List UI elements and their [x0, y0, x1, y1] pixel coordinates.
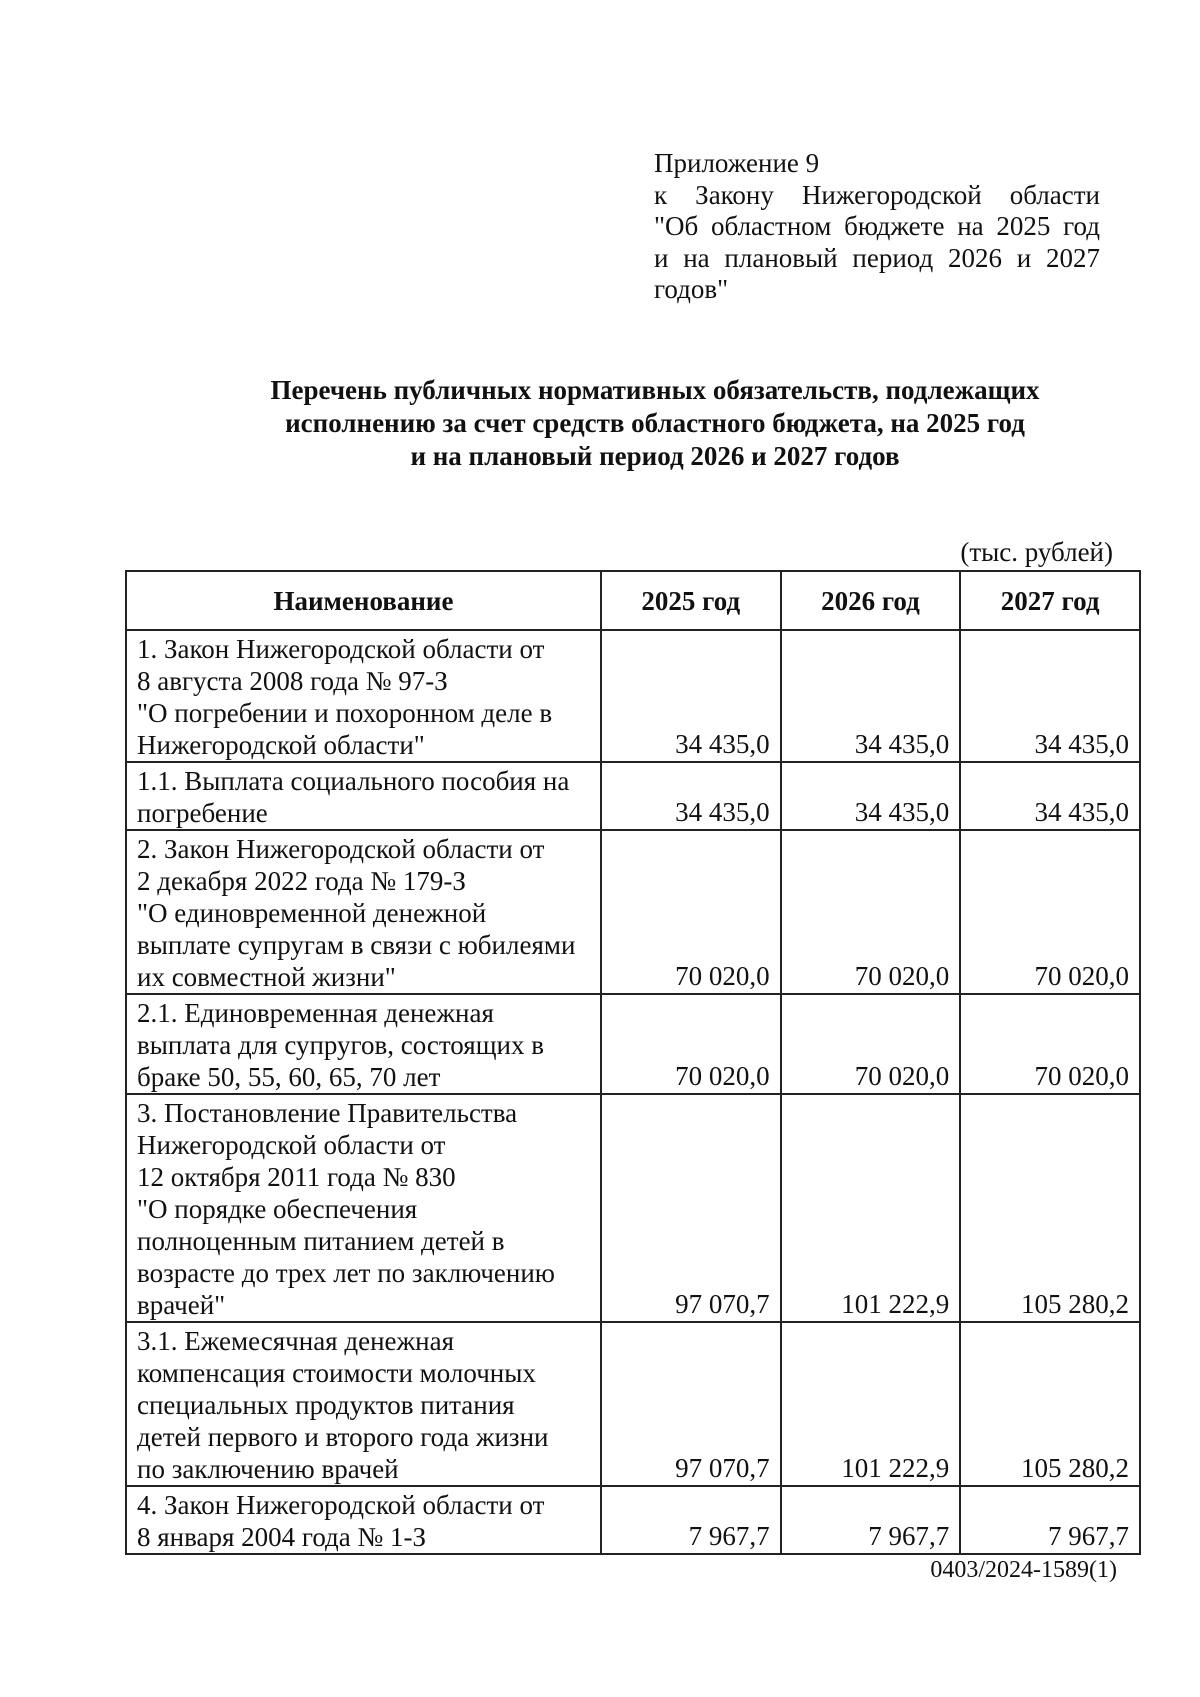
value-cell-2027: 70 020,0 — [960, 994, 1140, 1094]
row-name-cell — [126, 630, 601, 762]
row-name-line: врачей" — [137, 1290, 226, 1320]
column-header-name: Наименование — [126, 571, 601, 630]
value-cell-2027: 70 020,0 — [960, 830, 1140, 994]
value-cell-2026: 101 222,9 — [781, 1094, 961, 1322]
row-name-cell — [126, 1094, 601, 1322]
row-name-cell — [126, 830, 601, 994]
appendix-header — [654, 148, 1100, 306]
row-name-line: 8 августа 2008 года № 97-З — [137, 666, 448, 696]
row-name-line: браке 50, 55, 60, 65, 70 лет — [137, 1062, 441, 1092]
row-name-line: выплата для супругов, состоящих в — [137, 1030, 544, 1060]
row-name-line: 2. Закон Нижегородской области от — [137, 834, 545, 864]
row-name-line: компенсация стоимости молочных — [137, 1358, 536, 1388]
table-body — [126, 630, 1140, 1554]
value-cell-2026: 7 967,7 — [781, 1486, 961, 1554]
value-cell-2027: 7 967,7 — [960, 1486, 1140, 1554]
value-cell-2025: 97 070,7 — [601, 1322, 781, 1486]
row-name-line: 1. Закон Нижегородской области от — [137, 634, 545, 664]
title-line: и на плановый период 2026 и 2027 годов — [410, 441, 900, 471]
appendix-line: к Закону Нижегородской области — [654, 179, 1100, 210]
column-header-2025: 2025 год — [601, 571, 781, 630]
value-cell-2025: 70 020,0 — [601, 994, 781, 1094]
row-name-line: специальных продуктов питания — [137, 1390, 515, 1420]
table-header-row — [126, 571, 1140, 630]
table-row — [126, 830, 1140, 994]
value-cell-2025: 34 435,0 — [601, 630, 781, 762]
value-cell-2026: 34 435,0 — [781, 630, 961, 762]
value-cell-2027: 34 435,0 — [960, 762, 1140, 830]
row-name-cell — [126, 1322, 601, 1486]
row-name-cell — [126, 762, 601, 830]
row-name-line: 2.1. Единовременная денежная — [137, 998, 494, 1028]
title-line: Перечень публичных нормативных обязательств, подлежащих — [270, 375, 1040, 405]
value-cell-2025: 97 070,7 — [601, 1094, 781, 1322]
value-cell-2026: 70 020,0 — [781, 994, 961, 1094]
appendix-line: Приложение 9 — [654, 148, 820, 178]
title-line: исполнению за счет средств областного бюджета, на 2025 год — [285, 408, 1025, 438]
document-title — [120, 374, 1190, 473]
table-row — [126, 1322, 1140, 1486]
value-cell-2027: 105 280,2 — [960, 1322, 1140, 1486]
row-name-line: "О порядке обеспечения — [137, 1194, 418, 1224]
column-header-2026: 2026 год — [781, 571, 961, 630]
value-cell-2025: 70 020,0 — [601, 830, 781, 994]
row-name-line: полноценным питанием детей в — [137, 1226, 505, 1256]
row-name-cell — [126, 1486, 601, 1554]
row-name-line: 3.1. Ежемесячная денежная — [137, 1326, 455, 1356]
value-cell-2027: 34 435,0 — [960, 630, 1140, 762]
row-name-cell — [126, 994, 601, 1094]
column-header-2027: 2027 год — [960, 571, 1140, 630]
value-cell-2027: 105 280,2 — [960, 1094, 1140, 1322]
table-row — [126, 1094, 1140, 1322]
table-row — [126, 1486, 1140, 1554]
row-name-line: "О единовременной денежной — [137, 898, 487, 928]
table-row — [126, 630, 1140, 762]
row-name-line: 4. Закон Нижегородской области от — [137, 1490, 545, 1520]
row-name-line: возрасте до трех лет по заключению — [137, 1258, 555, 1288]
row-name-line: их совместной жизни" — [137, 962, 396, 992]
table-row — [126, 994, 1140, 1094]
appendix-line: и на плановый период 2026 и 2027 — [654, 242, 1100, 273]
value-cell-2025: 7 967,7 — [601, 1486, 781, 1554]
value-cell-2026: 34 435,0 — [781, 762, 961, 830]
value-cell-2026: 70 020,0 — [781, 830, 961, 994]
row-name-line: погребение — [137, 798, 268, 828]
row-name-line: 2 декабря 2022 года № 179-З — [137, 866, 466, 896]
row-name-line: Нижегородской области от — [137, 1130, 446, 1160]
row-name-line: 1.1. Выплата социального пособия на — [137, 766, 570, 796]
value-cell-2025: 34 435,0 — [601, 762, 781, 830]
value-cell-2026: 101 222,9 — [781, 1322, 961, 1486]
row-name-line: детей первого и второго года жизни — [137, 1422, 549, 1452]
row-name-line: "О погребении и похоронном деле в — [137, 698, 553, 728]
appendix-line: "Об областном бюджете на 2025 год — [654, 211, 1100, 241]
row-name-line: выплате супругам в связи с юбилеями — [137, 930, 576, 960]
appendix-line: годов" — [654, 274, 729, 304]
row-name-line: 12 октября 2011 года № 830 — [137, 1162, 456, 1192]
obligations-table — [125, 570, 1141, 1555]
row-name-line: Нижегородской области" — [137, 730, 425, 760]
row-name-line: по заключению врачей — [137, 1454, 399, 1484]
unit-label: (тыс. рублей) — [960, 537, 1113, 567]
table-row — [126, 762, 1140, 830]
row-name-line: 8 января 2004 года № 1-З — [137, 1522, 427, 1552]
document-number: 0403/2024-1589(1) — [930, 1557, 1117, 1583]
row-name-line: 3. Постановление Правительства — [137, 1098, 518, 1128]
